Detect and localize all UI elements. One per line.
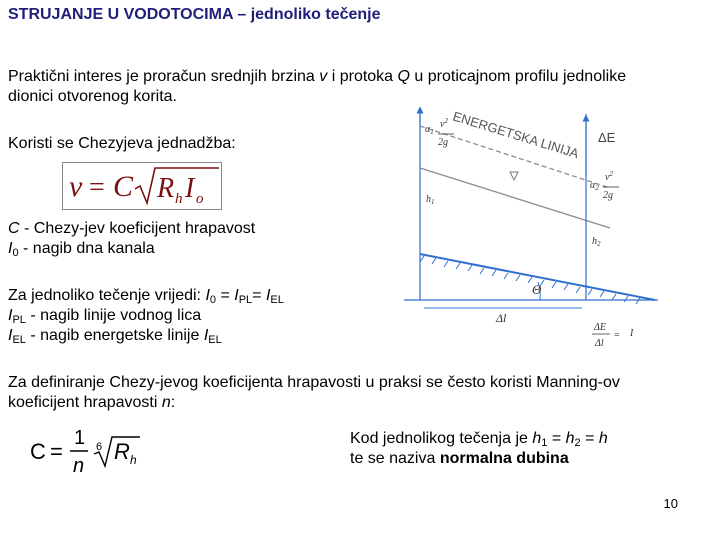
chezy-formula-box xyxy=(62,162,222,210)
uniform-relation: Za jednoliko tečenje vrijedi: $I_0 = I_{PL}= I_{EL}$ xyxy=(8,287,284,306)
manning-r-sub: h xyxy=(130,453,137,467)
slide-title: STRUJANJE U VODOTOCIMA – jednoliko tečenje xyxy=(8,6,381,23)
bed-hatching xyxy=(420,256,640,304)
def-c: C - Chezy-jev koeficijent hrapavost xyxy=(8,220,256,237)
chezy-formula xyxy=(63,163,221,209)
two-g-label-2: 2g xyxy=(603,190,613,201)
root-index: 6 xyxy=(96,441,103,453)
definitions xyxy=(8,219,255,259)
manning-r: R xyxy=(114,439,130,464)
manning-formula xyxy=(28,422,178,482)
manning-line-2: koeficijent hrapavosti n: xyxy=(8,394,176,411)
ratio-denominator: Δl xyxy=(595,338,604,349)
def-iel: $I_{EL}$ - nagib energetske linije $I_{EL}$ xyxy=(8,327,222,346)
water-surface-marker xyxy=(510,172,518,180)
intro-line-1: Praktični interes je proračun srednjih brzina v i protoka Q u proticajnom profilu jednolike xyxy=(8,68,627,85)
delta-l-label: Δl xyxy=(496,311,507,325)
formula-c: C xyxy=(113,170,134,203)
normal-line-1: Kod jednolikog tečenja je $h_1 = h_2 = h$ xyxy=(350,430,608,449)
v1-label: $v^2$ xyxy=(440,117,448,130)
formula-eq: = xyxy=(89,172,105,203)
v2-label: $v^2$ xyxy=(605,170,613,183)
alpha2-label: $\alpha_2$ xyxy=(590,180,599,192)
def-i0: $I_0$ - nagib dna kanala xyxy=(8,240,155,259)
h1-label: $h_1$ xyxy=(426,194,435,206)
page-number: 10 xyxy=(663,496,678,511)
normal-line-2: te se naziva normalna dubina xyxy=(350,450,569,467)
alpha1-label: $\alpha_1$ xyxy=(425,124,434,136)
manning-paragraph xyxy=(8,373,713,413)
formula-v: v xyxy=(69,170,83,203)
energy-line-diagram xyxy=(400,96,670,356)
intro-line-2: dionici otvorenog korita. xyxy=(8,88,177,105)
energy-line-label: ENERGETSKA LINIJA xyxy=(451,108,581,162)
delta-e-label: ΔE xyxy=(598,130,616,145)
uniform-flow-block xyxy=(8,286,284,346)
h2-label: $h_2$ xyxy=(592,236,601,248)
formula-i: I xyxy=(185,173,195,204)
theta-label: Θ xyxy=(532,282,542,297)
ratio-numerator: ΔE xyxy=(594,322,606,333)
two-g-label-1: 2g xyxy=(438,137,448,148)
manning-c: C xyxy=(30,439,46,464)
formula-r: R xyxy=(157,173,175,204)
manning-den: n xyxy=(73,455,85,477)
ratio-result: I xyxy=(630,328,634,339)
formula-i-sub: o xyxy=(196,191,204,207)
manning-line-1: Za definiranje Chezy-jevog koeficijenta hrapavosti u praksi se često koristi Manning-ov xyxy=(8,374,620,391)
ratio-equals: = xyxy=(614,330,620,341)
manning-num: 1 xyxy=(74,427,86,449)
normal-depth-note xyxy=(350,429,608,469)
def-ipl: $I_{PL}$ - nagib linije vodnog lica xyxy=(8,307,202,326)
formula-r-sub: h xyxy=(175,191,183,207)
manning-eq: = xyxy=(50,439,63,464)
chezy-intro: Koristi se Chezyjeva jednadžba: xyxy=(8,135,236,152)
